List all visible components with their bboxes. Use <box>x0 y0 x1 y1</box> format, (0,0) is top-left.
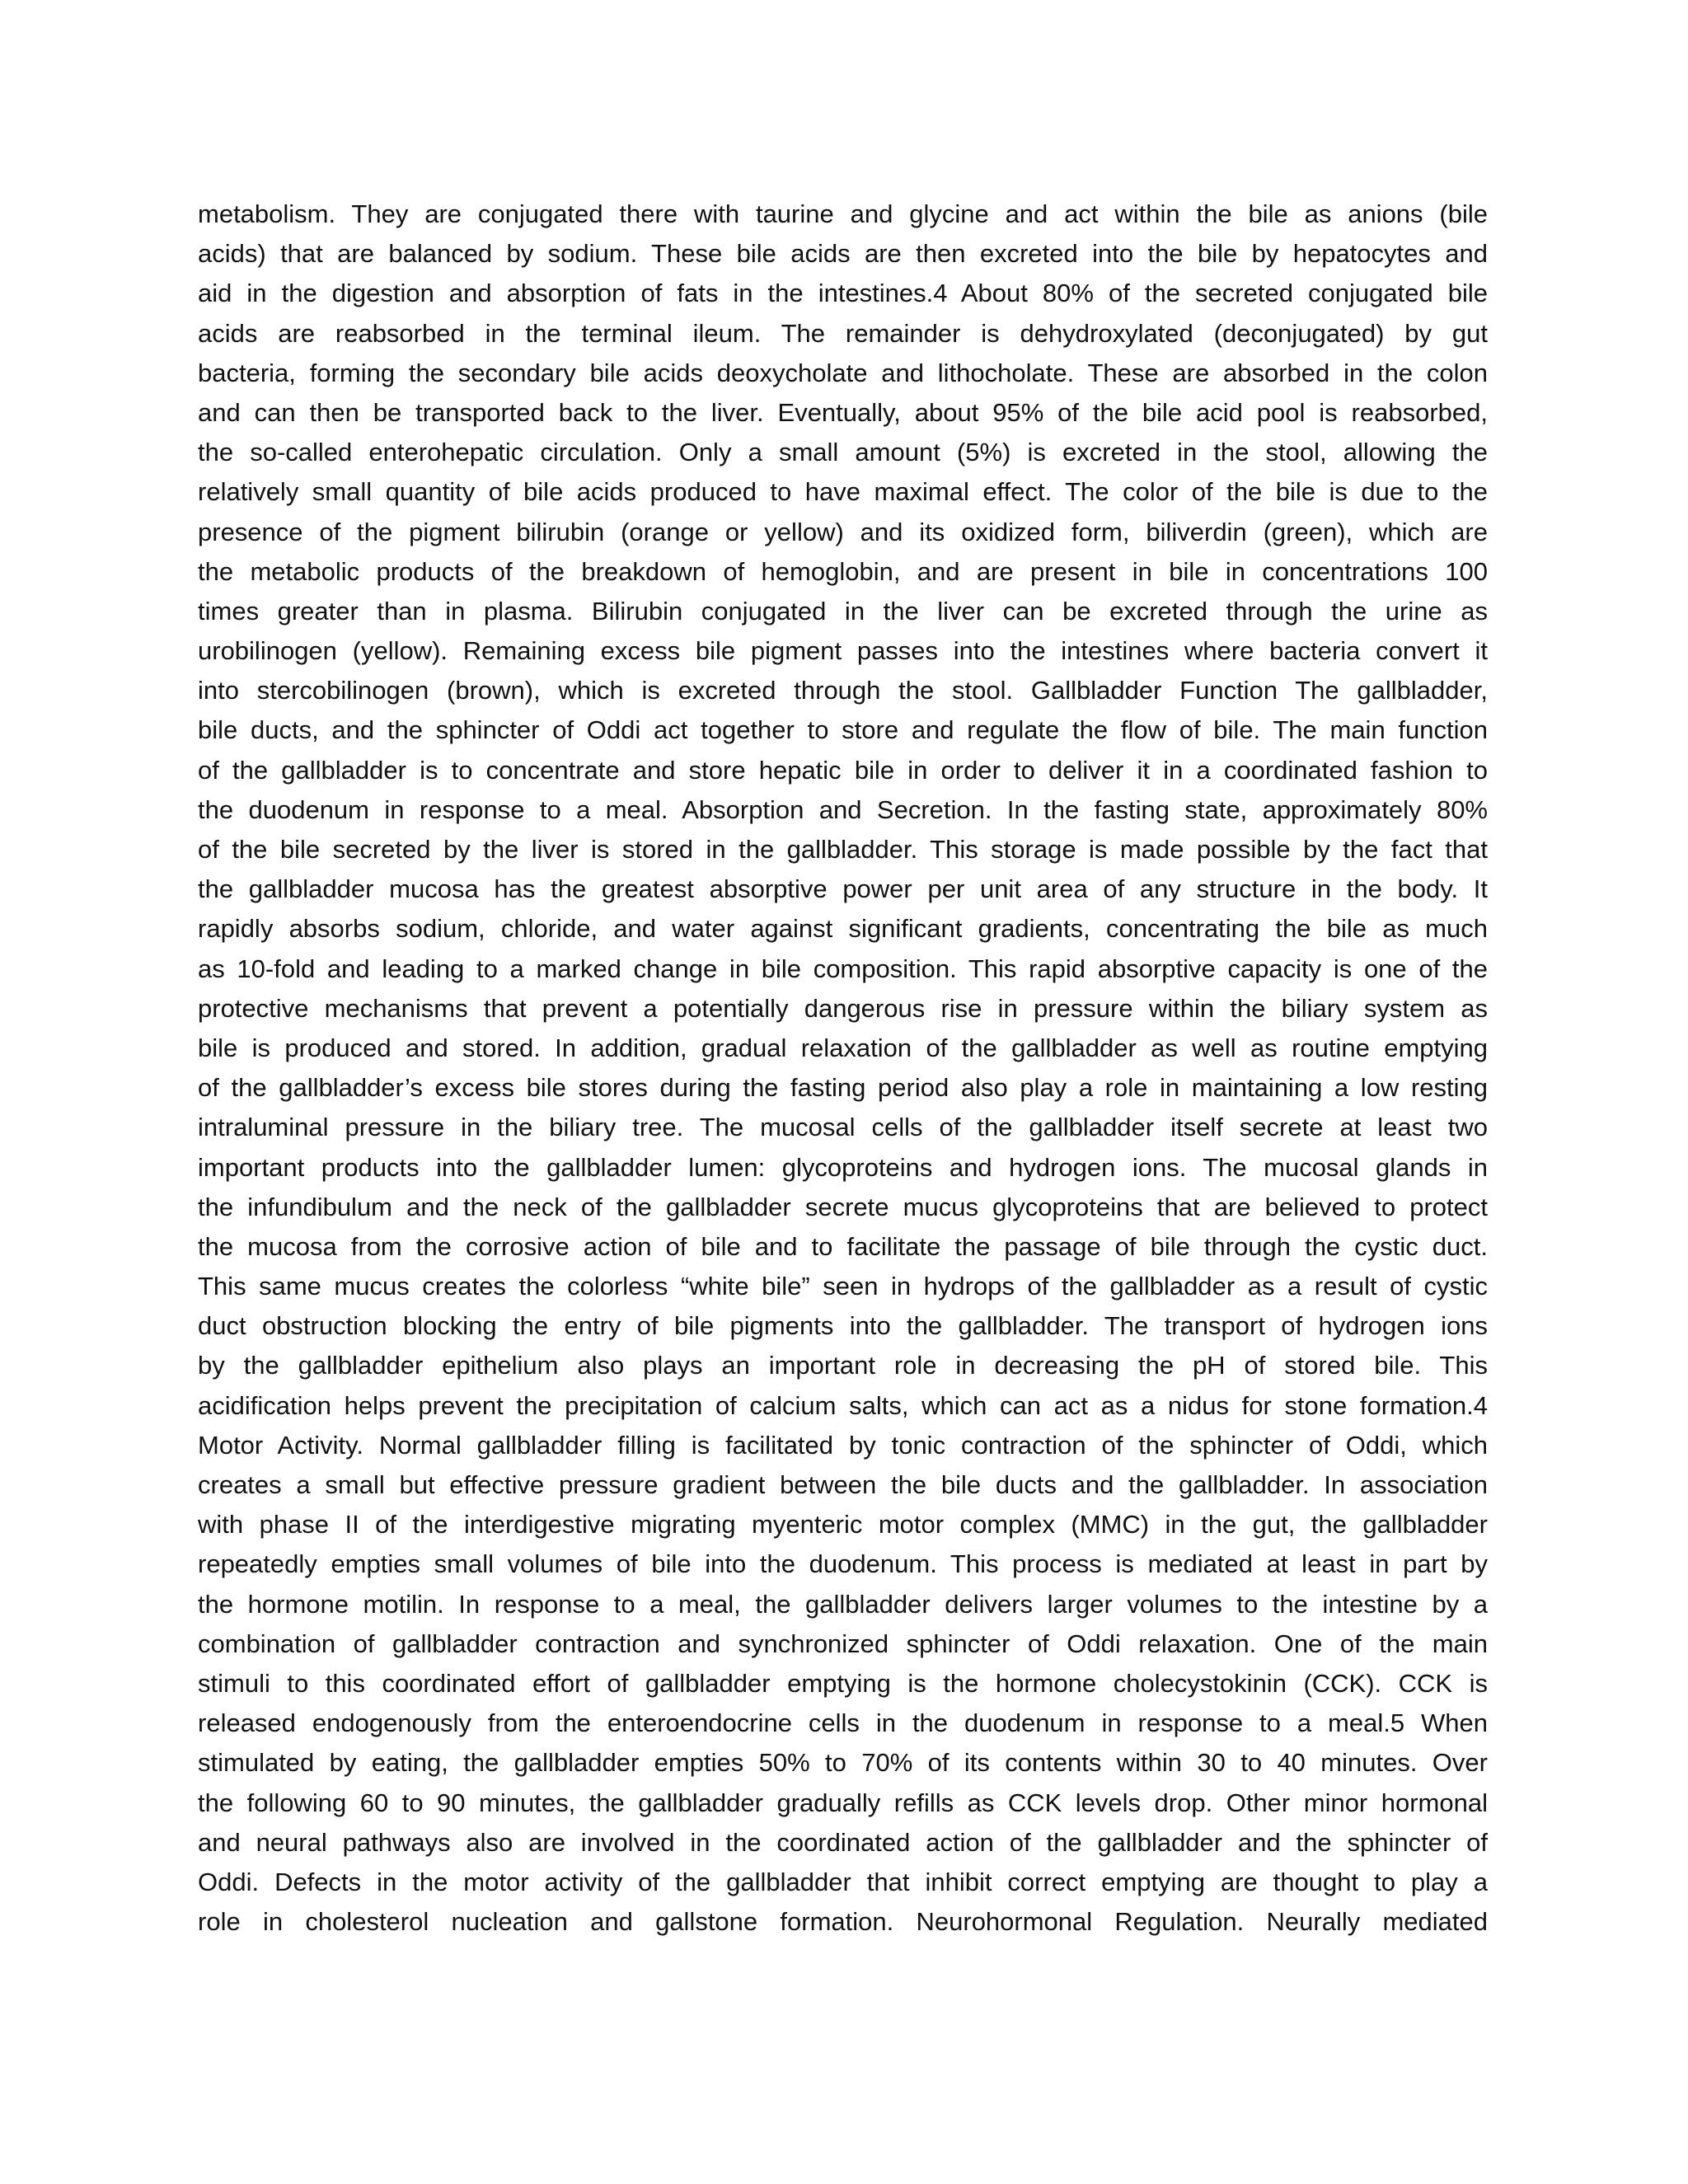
text-line: with phase II of the interdigestive migrating myenteric motor complex (MMC) in the gut, the gallbladder <box>198 1510 1488 1540</box>
text-line: times greater than in plasma. Bilirubin conjugated in the liver can be excreted through the urine as <box>198 596 1488 626</box>
text-line: duct obstruction blocking the entry of bile pigments into the gallbladder. The transport of hydrogen ions <box>198 1311 1488 1341</box>
text-line: intraluminal pressure in the biliary tree. The mucosal cells of the gallbladder itself secrete at least two <box>198 1113 1488 1142</box>
text-line: bacteria, forming the secondary bile acids deoxycholate and lithocholate. These are absorbed in the colon <box>198 358 1488 387</box>
text-line: the infundibulum and the neck of the gallbladder secrete mucus glycoproteins that are believed to protect <box>198 1192 1488 1221</box>
text-line: rapidly absorbs sodium, chloride, and water against significant gradients, concentrating the bile as much <box>198 914 1488 944</box>
text-line: the following 60 to 90 minutes, the gallbladder gradually refills as CCK levels drop. Other minor hormonal <box>198 1788 1488 1817</box>
text-line <box>198 1942 1488 1981</box>
text-line: released endogenously from the enteroendocrine cells in the duodenum in response to a meal.5 When <box>198 1708 1488 1738</box>
text-line: acidification helps prevent the precipitation of calcium salts, which can act as a nidus for stone formation.4 <box>198 1390 1488 1420</box>
text-line: the gallbladder mucosa has the greatest absorptive power per unit area of any structure in the body. It <box>198 874 1488 904</box>
text-line: the so-called enterohepatic circulation. Only a small amount (5%) is excreted in the stool, allowing the <box>198 438 1488 467</box>
text-line: the mucosa from the corrosive action of bile and to facilitate the passage of bile through the cystic duct. <box>198 1231 1488 1261</box>
text-line: stimulated by eating, the gallbladder empties 50% to 70% of its contents within 30 to 40 minutes. Over <box>198 1748 1488 1778</box>
text-line: This same mucus creates the colorless “white bile” seen in hydrops of the gallbladder as a result of cystic <box>198 1272 1488 1301</box>
text-line: the duodenum in response to a meal. Absorption and Secretion. In the fasting state, approximately 80% <box>198 794 1488 824</box>
text-line: the metabolic products of the breakdown of hemoglobin, and are present in bile in concentrations 100 <box>198 556 1488 586</box>
text-line: of the gallbladder’s excess bile stores during the fasting period also play a role in maintaining a low resting <box>198 1073 1488 1103</box>
text-line: Oddi. Defects in the motor activity of the gallbladder that inhibit correct emptying are thought to play a <box>198 1867 1488 1896</box>
text-line: acids are reabsorbed in the terminal ileum. The remainder is dehydroxylated (deconjugated) by gut <box>198 318 1488 348</box>
body-text <box>198 194 1488 1981</box>
text-line: of the gallbladder is to concentrate and store hepatic bile in order to deliver it in a coordinated fashion to <box>198 755 1488 785</box>
text-line: repeatedly empties small volumes of bile into the duodenum. This process is mediated at least in part by <box>198 1549 1488 1579</box>
text-line: urobilinogen (yellow). Remaining excess bile pigment passes into the intestines where bacteria convert it <box>198 636 1488 666</box>
text-line: relatively small quantity of bile acids produced to have maximal effect. The color of the bile is due to the <box>198 477 1488 507</box>
text-line: combination of gallbladder contraction and synchronized sphincter of Oddi relaxation. One of the main <box>198 1629 1488 1658</box>
text-line: stimuli to this coordinated effort of gallbladder emptying is the hormone cholecystokinin (CCK). CCK is <box>198 1668 1488 1698</box>
text-line: aid in the digestion and absorption of fats in the intestines.4 About 80% of the secreted conjugated bile <box>198 279 1488 308</box>
text-line: bile ducts, and the sphincter of Oddi act together to store and regulate the flow of bile. The main function <box>198 715 1488 745</box>
text-line: the hormone motilin. In response to a meal, the gallbladder delivers larger volumes to the intestine by a <box>198 1589 1488 1619</box>
text-line: protective mechanisms that prevent a potentially dangerous rise in pressure within the biliary system as <box>198 993 1488 1023</box>
text-line: acids) that are balanced by sodium. These bile acids are then excreted into the bile by hepatocytes and <box>198 239 1488 269</box>
text-line: and neural pathways also are involved in the coordinated action of the gallbladder and the sphincter of <box>198 1827 1488 1857</box>
text-line: Motor Activity. Normal gallbladder filling is facilitated by tonic contraction of the sphincter of Oddi, which <box>198 1430 1488 1460</box>
text-line: important products into the gallbladder lumen: glycoproteins and hydrogen ions. The mucosal glands in <box>198 1152 1488 1182</box>
text-line: by the gallbladder epithelium also plays an important role in decreasing the pH of stored bile. This <box>198 1351 1488 1380</box>
text-line: and can then be transported back to the liver. Eventually, about 95% of the bile acid pool is reabsorbed, <box>198 397 1488 427</box>
text-line: into stercobilinogen (brown), which is excreted through the stool. Gallbladder Function The gallbladder, <box>198 676 1488 705</box>
text-line: metabolism. They are conjugated there with taurine and glycine and act within the bile as anions (bile <box>198 199 1488 228</box>
text-line: as 10-fold and leading to a marked change in bile composition. This rapid absorptive capacity is one of the <box>198 954 1488 983</box>
text-line: role in cholesterol nucleation and gallstone formation. Neurohormonal Regulation. Neurally mediated <box>198 1907 1488 1937</box>
text-line: bile is produced and stored. In addition, gradual relaxation of the gallbladder as well as routine emptying <box>198 1033 1488 1062</box>
text-line: of the bile secreted by the liver is stored in the gallbladder. This storage is made possible by the fact that <box>198 835 1488 864</box>
text-line: presence of the pigment bilirubin (orange or yellow) and its oxidized form, biliverdin (green), which are <box>198 517 1488 546</box>
text-line: creates a small but effective pressure gradient between the bile ducts and the gallbladder. In association <box>198 1470 1488 1499</box>
